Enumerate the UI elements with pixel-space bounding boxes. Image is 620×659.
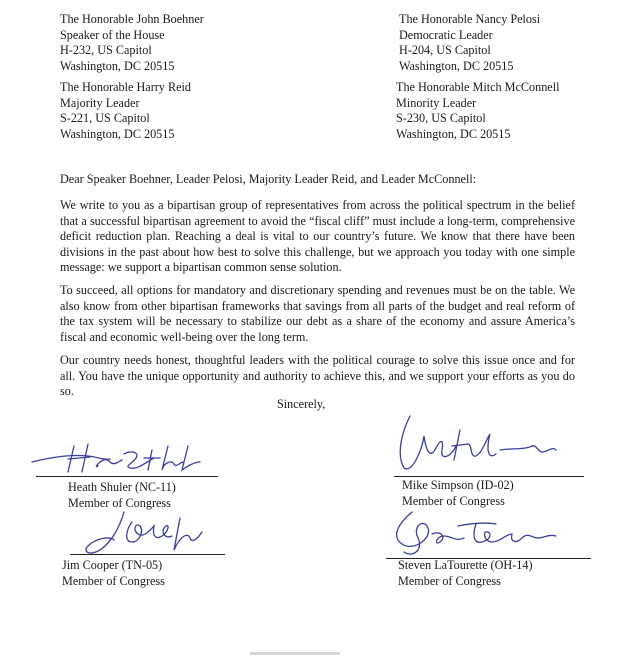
addressee-pelosi [399, 12, 540, 74]
addressee-line: The Honorable Mitch McConnell [396, 80, 560, 94]
addressee-line: Washington, DC 20515 [60, 126, 175, 141]
addressee-line: Washington, DC 20515 [396, 126, 511, 141]
signer-latourette [398, 558, 533, 589]
signer-name: Heath Shuler (NC-11) [68, 480, 176, 494]
addressee-line: Washington, DC 20515 [60, 58, 175, 73]
addressee-line: Minority Leader [396, 95, 477, 110]
addressee-line: Washington, DC 20515 [399, 58, 514, 73]
signer-title: Member of Congress [68, 495, 171, 510]
addressee-mcconnell [396, 80, 559, 142]
addressee-line: The Honorable Nancy Pelosi [399, 12, 541, 26]
signer-title: Member of Congress [398, 573, 501, 588]
signature-block-simpson [372, 410, 592, 507]
signer-simpson [402, 478, 514, 509]
signature-line [394, 476, 584, 477]
addressee-boehner [60, 12, 204, 74]
signature-line [36, 476, 218, 477]
signer-name: Steven LaTourette (OH-14) [398, 558, 533, 572]
signer-name: Jim Cooper (TN-05) [62, 558, 163, 572]
closing: Sincerely, [277, 397, 326, 411]
signature-simpson-image [372, 410, 592, 478]
addressee-line: The Honorable Harry Reid [60, 80, 191, 94]
body-paragraph: To succeed, all options for mandatory and discretionary spending and revenues must be on the table. We also know from other bipartisan frameworks that savings from all parts of the budget and real reform of the tax system will be necessary to stabilize our debt as a share of the economy and assure America’s fiscal and economic well-being over the long term. [60, 283, 575, 344]
addressee-line: The Honorable John Boehner [60, 12, 204, 26]
signature-latourette-image [372, 508, 592, 564]
salutation: Dear Speaker Boehner, Leader Pelosi, Majority Leader Reid, and Leader McConnell: [60, 172, 477, 186]
signature-block-latourette [372, 508, 592, 588]
body-paragraph: We write to you as a bipartisan group of representatives from across the political spectrum in the belief that a successful bipartisan agreement to avoid the “fiscal cliff” must include a long-term, comprehensive deficit reduction plan. Reaching a deal is vital to our country’s future. We know that there have been divisions in the past about how best to solve this challenge, but we approach you today with one simple message: we support a bipartisan common sense solution. [60, 198, 575, 275]
signer-title: Member of Congress [62, 573, 165, 588]
signature-block-cooper [40, 508, 240, 588]
addressee-line: Majority Leader [60, 95, 140, 110]
addressee-reid [60, 80, 191, 142]
addressee-line: H-232, US Capitol [60, 43, 152, 58]
signature-cooper-image [40, 508, 240, 560]
signer-cooper [62, 558, 165, 589]
addressee-line: Speaker of the House [60, 27, 165, 42]
addressee-line: Democratic Leader [399, 27, 493, 42]
signer-shuler [68, 480, 176, 511]
signer-title: Member of Congress [402, 493, 505, 508]
signer-name: Mike Simpson (ID-02) [402, 478, 514, 492]
addressee-line: S-221, US Capitol [60, 111, 150, 126]
signature-shuler-image [28, 432, 228, 480]
scan-artifact [250, 652, 340, 655]
body-paragraph: Our country needs honest, thoughtful leaders with the political courage to solve this issue once and for all. You have the unique opportunity and authority to achieve this, and we support your efforts as you do so. [60, 353, 575, 399]
signature-line [70, 554, 225, 555]
addressee-line: H-204, US Capitol [399, 43, 491, 58]
addressee-line: S-230, US Capitol [396, 111, 486, 126]
signature-block-shuler [28, 432, 228, 510]
